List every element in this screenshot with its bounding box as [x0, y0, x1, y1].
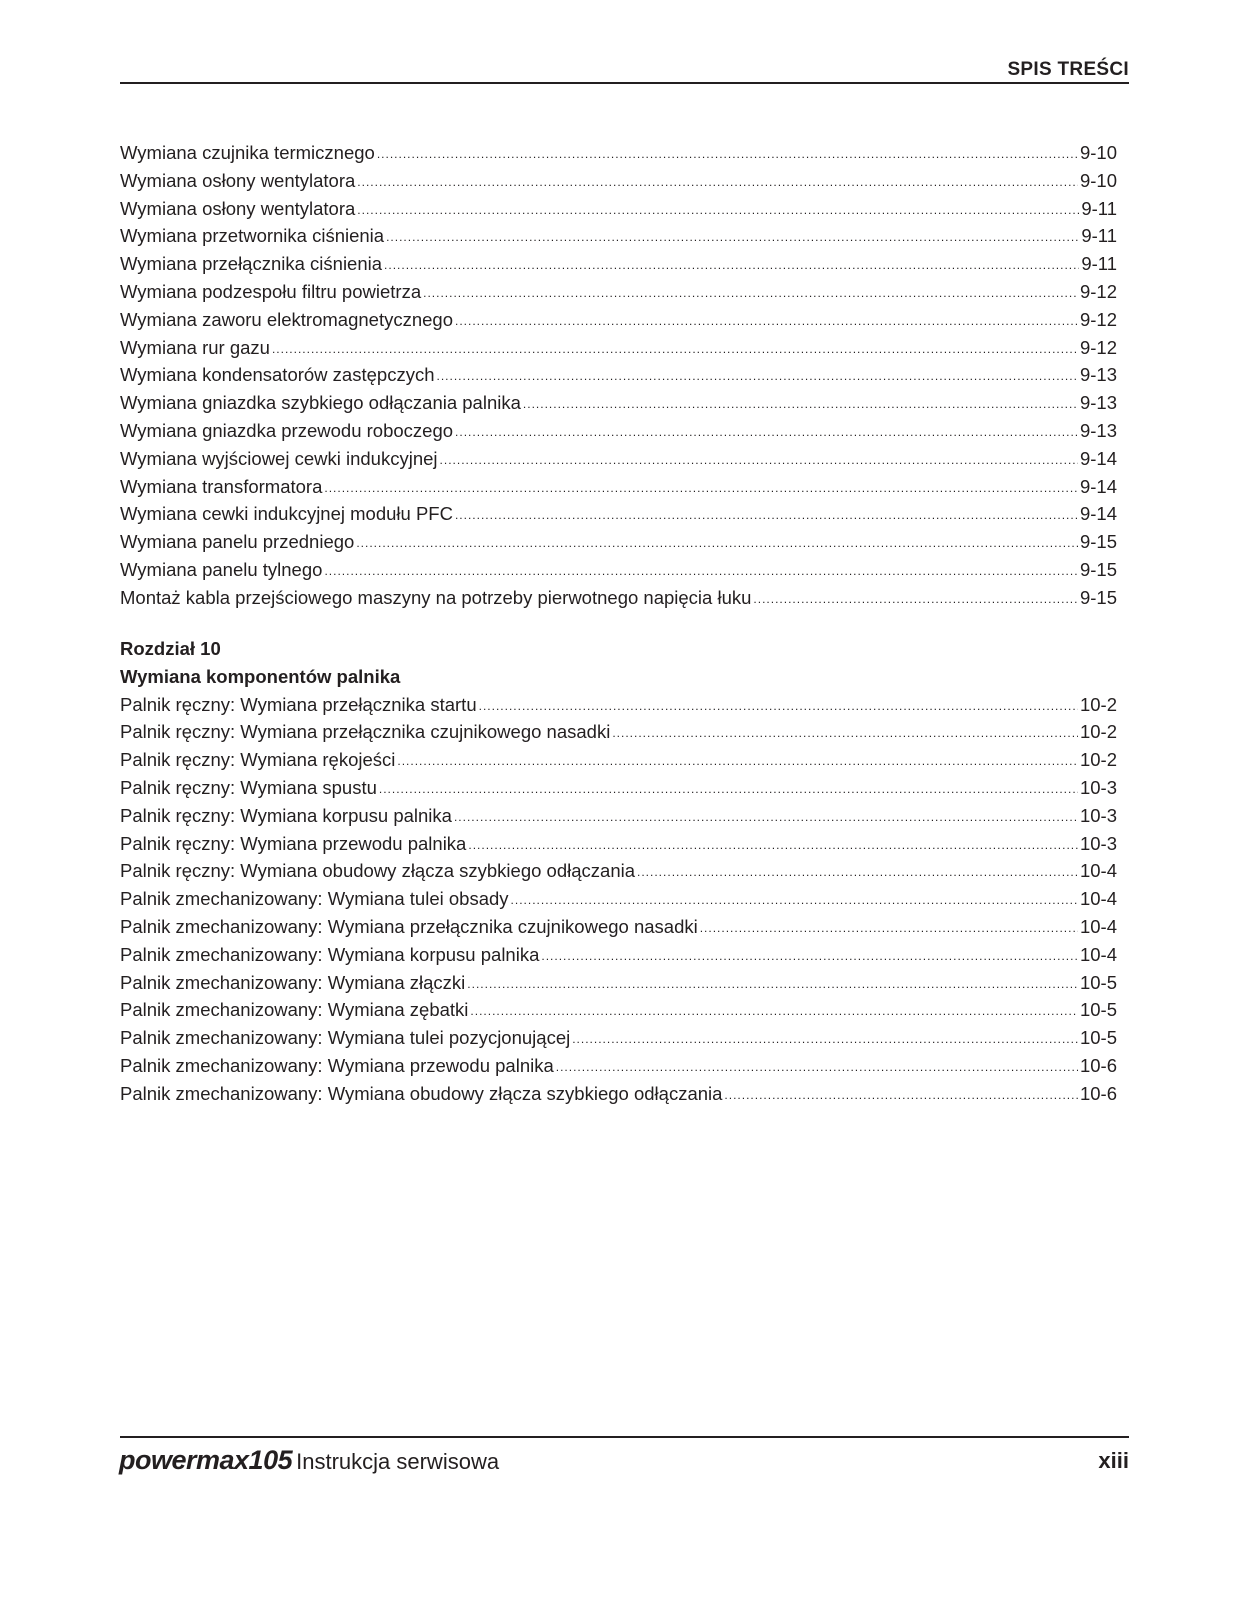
toc-entry-title: Wymiana zaworu elektromagnetycznego [120, 308, 453, 330]
footer-rule [120, 1436, 1129, 1438]
toc-entry-title: Palnik zmechanizowany: Wymiana tulei obsady [120, 888, 509, 910]
toc-section-9 [120, 139, 1117, 612]
toc-entry-page: 10-2 [1079, 749, 1117, 771]
toc-entry-title: Wymiana rur gazu [120, 336, 270, 358]
toc-entry[interactable] [120, 306, 1117, 334]
toc-entry-page: 10-4 [1079, 860, 1117, 882]
toc-entry-title: Palnik ręczny: Wymiana przełącznika czujnikowego nasadki [120, 721, 611, 743]
toc-entry-page: 10-5 [1079, 1027, 1117, 1049]
toc-entry-page: 10-6 [1079, 1082, 1117, 1104]
toc-entry-title: Palnik zmechanizowany: Wymiana obudowy złącza szybkiego odłączania [120, 1082, 723, 1104]
toc-entry-page: 9-14 [1079, 447, 1117, 469]
toc-entry[interactable] [120, 278, 1117, 306]
dot-leader [724, 1082, 1078, 1110]
dot-leader [384, 252, 1079, 280]
toc-entry-page: 9-12 [1079, 280, 1117, 302]
toc-entry[interactable] [120, 556, 1117, 584]
dot-leader [454, 804, 1078, 832]
chapter-label: Rozdział 10 [120, 638, 221, 659]
document-subtitle: Instrukcja serwisowa [296, 1449, 500, 1474]
toc-entry[interactable] [120, 691, 1117, 719]
toc-entry-title: Palnik zmechanizowany: Wymiana przełącznika czujnikowego nasadki [120, 915, 698, 937]
dot-leader [377, 141, 1078, 169]
toc-entry-page: 10-4 [1079, 915, 1117, 937]
toc-entry[interactable] [120, 996, 1117, 1024]
toc-entry-page: 9-14 [1079, 503, 1117, 525]
toc-entry[interactable] [120, 528, 1117, 556]
toc-entry-page: 10-4 [1079, 943, 1117, 965]
dot-leader [423, 280, 1078, 308]
toc-entry[interactable] [120, 139, 1117, 167]
toc-entry-page: 9-12 [1079, 308, 1117, 330]
toc-entry-page: 9-12 [1079, 336, 1117, 358]
dot-leader [357, 169, 1078, 197]
toc-entry-title: Palnik zmechanizowany: Wymiana tulei pozycjonującej [120, 1027, 571, 1049]
toc-entry-title: Wymiana przełącznika ciśnienia [120, 253, 383, 275]
toc-entry-page: 9-11 [1081, 253, 1117, 275]
page-header-title: SPIS TREŚCI [1007, 59, 1129, 80]
dot-leader [479, 693, 1078, 721]
toc-entry-title: Wymiana cewki indukcyjnej modułu PFC [120, 503, 453, 525]
toc-entry-page: 10-6 [1079, 1054, 1117, 1076]
toc-entry-title: Palnik ręczny: Wymiana obudowy złącza szybkiego odłączania [120, 860, 636, 882]
dot-leader [700, 915, 1078, 943]
toc-entry-title: Wymiana gniazdka szybkiego odłączania palnika [120, 392, 521, 414]
toc-entry-page: 9-14 [1079, 475, 1117, 497]
chapter-title[interactable]: Wymiana komponentów palnika [120, 665, 401, 687]
toc-entry[interactable] [120, 1080, 1117, 1108]
toc-entry[interactable] [120, 969, 1117, 997]
page-number: xiii [1098, 1448, 1129, 1473]
toc-entry-page: 9-13 [1079, 364, 1117, 386]
toc-entry-page: 9-15 [1079, 558, 1117, 580]
toc-entry-title: Palnik ręczny: Wymiana przełącznika startu [120, 693, 477, 715]
toc-entry[interactable] [120, 718, 1117, 746]
toc-entry[interactable] [120, 941, 1117, 969]
dot-leader [356, 530, 1078, 558]
dot-leader [511, 887, 1078, 915]
toc-entry-page: 9-15 [1079, 531, 1117, 553]
toc-entry-title: Wymiana kondensatorów zastępczych [120, 364, 435, 386]
toc-entry-title: Montaż kabla przejściowego maszyny na potrzeby pierwotnego napięcia łuku [120, 586, 752, 608]
toc-entry-title: Wymiana panelu tylnego [120, 558, 323, 580]
toc-entry-title: Wymiana osłony wentylatora [120, 169, 356, 191]
dot-leader [436, 363, 1077, 391]
toc-entry-title: Palnik ręczny: Wymiana spustu [120, 776, 377, 798]
dot-leader [357, 197, 1079, 225]
toc-entry-title: Wymiana gniazdka przewodu roboczego [120, 419, 454, 441]
toc-entry[interactable] [120, 774, 1117, 802]
toc-entry-title: Wymiana transformatora [120, 475, 323, 497]
toc-entry[interactable] [120, 417, 1117, 445]
dot-leader [541, 943, 1078, 971]
dot-leader [523, 391, 1078, 419]
toc-entry-page: 9-13 [1079, 419, 1117, 441]
toc-entry-page: 9-11 [1081, 225, 1117, 247]
toc-entry-page: 9-10 [1079, 169, 1117, 191]
toc-entry[interactable] [120, 361, 1117, 389]
dot-leader [379, 776, 1078, 804]
dot-leader [440, 447, 1078, 475]
toc-entry-title: Wymiana podzespołu filtru powietrza [120, 280, 422, 302]
toc-entry[interactable] [120, 857, 1117, 885]
toc-entry[interactable] [120, 389, 1117, 417]
dot-leader [455, 419, 1078, 447]
dot-leader [455, 308, 1078, 336]
dot-leader [272, 336, 1078, 364]
toc-entry[interactable] [120, 885, 1117, 913]
toc-entry[interactable] [120, 1024, 1117, 1052]
dot-leader [468, 832, 1078, 860]
toc-entry-page: 10-3 [1079, 804, 1117, 826]
toc-entry[interactable] [120, 746, 1117, 774]
toc-entry[interactable] [120, 250, 1117, 278]
toc-entry-title: Wymiana czujnika termicznego [120, 142, 375, 163]
dot-leader [324, 475, 1078, 503]
toc-entry[interactable] [120, 473, 1117, 501]
toc-entry-title: Wymiana wyjściowej cewki indukcyjnej [120, 447, 438, 469]
toc-entry-page: 10-2 [1079, 693, 1117, 715]
toc-entry[interactable] [120, 913, 1117, 941]
dot-leader [753, 586, 1078, 614]
toc-entry-page: 10-5 [1079, 999, 1117, 1021]
toc-entry[interactable] [120, 195, 1117, 223]
toc-entry-title: Palnik zmechanizowany: Wymiana zębatki [120, 999, 469, 1021]
dot-leader [397, 748, 1078, 776]
toc-entry-page: 10-3 [1079, 832, 1117, 854]
toc-entry-title: Wymiana przetwornika ciśnienia [120, 225, 385, 247]
toc-entry-page: 10-2 [1079, 721, 1117, 743]
header-rule [120, 82, 1129, 84]
toc-entry-title: Wymiana panelu przedniego [120, 531, 355, 553]
toc-entry-page: 9-13 [1079, 392, 1117, 414]
toc-entry-page: 9-10 [1079, 142, 1117, 163]
toc-entry-title: Palnik zmechanizowany: Wymiana złączki [120, 971, 466, 993]
toc-entry-page: 9-15 [1079, 586, 1117, 608]
toc-entry[interactable] [120, 500, 1117, 528]
toc-entry[interactable] [120, 584, 1117, 612]
toc-section-10 [120, 635, 1117, 1108]
toc-entry[interactable] [120, 1052, 1117, 1080]
toc-entry[interactable] [120, 830, 1117, 858]
dot-leader [455, 502, 1078, 530]
toc-entry[interactable] [120, 334, 1117, 362]
toc-entry[interactable] [120, 167, 1117, 195]
dot-leader [556, 1054, 1078, 1082]
toc-entry-title: Palnik zmechanizowany: Wymiana korpusu palnika [120, 943, 540, 965]
footer-title [119, 1445, 499, 1476]
toc-entry-title: Palnik ręczny: Wymiana korpusu palnika [120, 804, 452, 826]
brand-logo-text: powermax105 [119, 1445, 293, 1475]
toc-entry[interactable] [120, 445, 1117, 473]
toc-entry-title: Palnik ręczny: Wymiana przewodu palnika [120, 832, 467, 854]
dot-leader [386, 224, 1079, 252]
toc-entry-page: 10-4 [1079, 888, 1117, 910]
toc-entry-title: Wymiana osłony wentylatora [120, 197, 356, 219]
dot-leader [467, 971, 1078, 999]
toc-entry[interactable] [120, 802, 1117, 830]
dot-leader [637, 859, 1078, 887]
toc-entry-page: 10-3 [1079, 776, 1117, 798]
dot-leader [572, 1026, 1078, 1054]
toc-entry[interactable] [120, 222, 1117, 250]
toc-entry-title: Palnik ręczny: Wymiana rękojeści [120, 749, 396, 771]
dot-leader [324, 558, 1078, 586]
dot-leader [612, 720, 1078, 748]
toc-entry-page: 10-5 [1079, 971, 1117, 993]
toc-entry-page: 9-11 [1081, 197, 1117, 219]
dot-leader [470, 998, 1078, 1026]
toc-entry-title: Palnik zmechanizowany: Wymiana przewodu palnika [120, 1054, 554, 1076]
